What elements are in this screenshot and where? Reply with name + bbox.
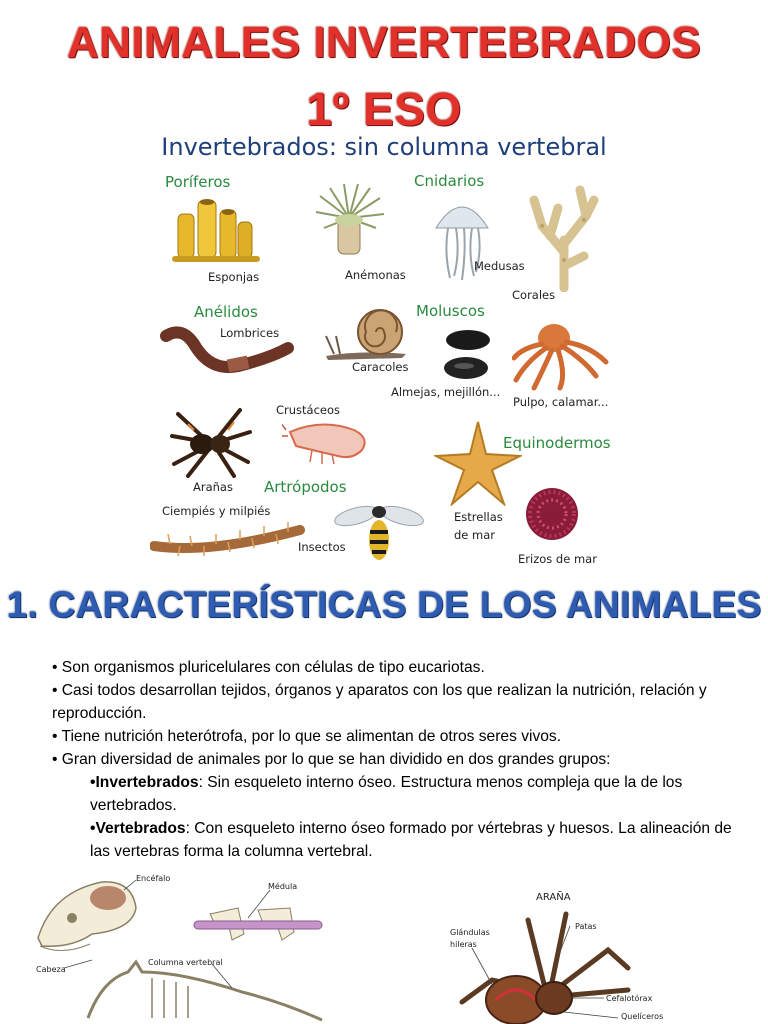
bullet-1: • Son organismos pluricelulares con células de tipo eucariotas. [52,659,485,676]
characteristics-text [52,656,742,863]
group-equinodermos: Equinodermos [503,434,611,452]
label-pulpo: Pulpo, calamar... [513,395,609,409]
label-queliceros: Quelíceros [621,1012,664,1021]
shrimp-illustration [282,416,374,464]
label-crustaceos: Crustáceos [276,403,341,417]
sponge-illustration [168,194,268,266]
label-almejas: Almejas, mejillón... [391,385,501,399]
sub-bullet-invertebrados-text: : Sin esqueleto interno óseo. Estructura menos compleja que la de los vertebrados. [90,774,683,814]
bullet-3: • Tiene nutrición heterótrofa, por lo que se alimentan de otros seres vivos. [52,728,562,745]
label-cabeza: Cabeza [36,965,66,974]
label-erizos: Erizos de mar [518,552,597,566]
label-aranas: Arañas [193,480,233,494]
label-glandulas-1: Glándulas [450,928,490,937]
label-estrellas-1: Estrellas [454,510,503,524]
page-subtitle-course: 1º ESO [306,83,462,135]
infographic-title: Invertebrados: sin columna vertebral [161,133,607,161]
group-artropodos: Artrópodos [264,478,347,496]
label-arana-title: ARAÑA [536,892,571,903]
label-esponjas: Esponjas [208,270,260,284]
anemone-illustration [310,182,388,266]
label-cefalotorax: Cefalotórax [606,994,653,1003]
sub-bullet-invertebrados [52,771,742,817]
spider-illustration [168,404,254,478]
sub-bullet-invertebrados-label: •Invertebrados [90,774,199,791]
label-medula: Médula [268,882,298,891]
label-patas: Patas [575,922,597,931]
label-encefalo: Encéfalo [136,874,171,883]
label-glandulas-2: hileras [450,940,477,949]
label-lombrices: Lombrices [220,326,280,340]
label-medusas: Medusas [474,259,525,273]
bullet-2: • Casi todos desarrollan tejidos, órganos y aparatos con los que realizan la nutrición, relación y reproducción. [52,682,707,722]
sub-bullet-vertebrados-label: •Vertebrados [90,820,186,837]
vertebrate-skeleton-diagram [32,868,332,1024]
wasp-illustration [334,498,424,564]
sub-bullet-vertebrados [52,817,742,863]
label-caracoles: Caracoles [352,360,409,374]
starfish-illustration [434,420,522,506]
page-title: ANIMALES INVERTEBRADOS [66,18,702,67]
sea-urchin-illustration [522,484,582,544]
section-title: 1. CARACTERÍSTICAS DE LOS ANIMALES [6,584,762,625]
sub-bullet-vertebrados-text: : Con esqueleto interno óseo formado por vértebras y huesos. La alineación de las vertebras forma la columna vertebral. [90,820,732,860]
centipede-illustration [150,518,308,558]
label-columna-vertebral: Columna vertebral [148,958,223,967]
octopus-illustration [512,318,612,392]
snail-illustration [322,306,410,360]
label-ciempies: Ciempiés y milpiés [162,504,271,518]
group-poriferos: Poríferos [165,173,231,191]
label-estrellas-2: de mar [454,528,496,542]
group-anelidos: Anélidos [194,303,258,321]
bullet-4: • Gran diversidad de animales por lo que se han dividido en dos grandes grupos: [52,751,611,768]
coral-illustration [524,180,600,292]
group-cnidarios: Cnidarios [414,172,485,190]
label-anemonas: Anémonas [345,268,406,282]
label-corales: Corales [512,288,556,302]
group-moluscos: Moluscos [416,302,485,320]
mussels-illustration [440,326,492,382]
label-insectos: Insectos [298,540,346,554]
